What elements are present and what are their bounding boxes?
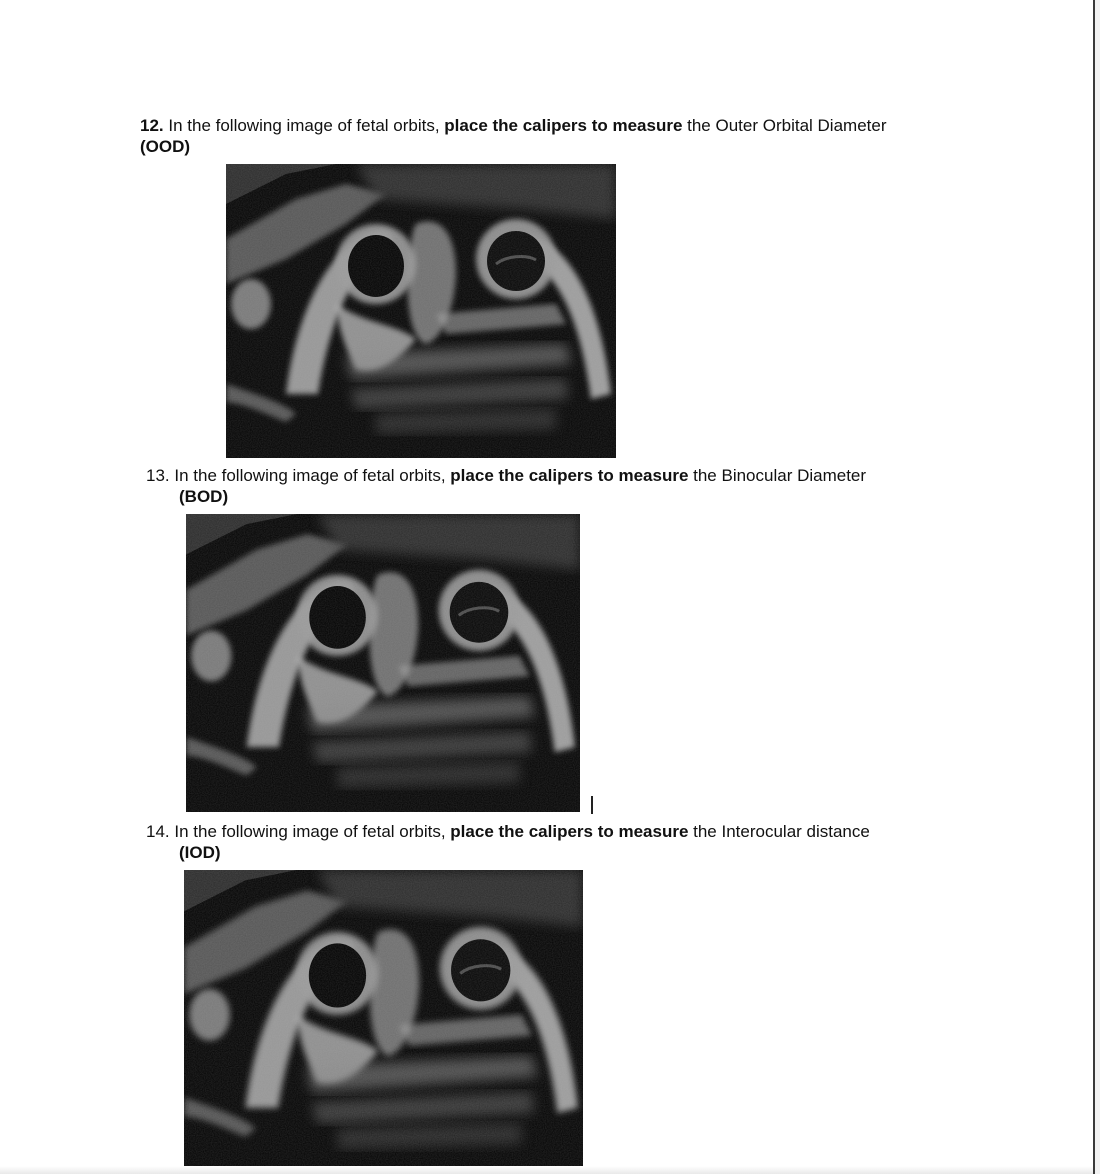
fetal-orbits-ultrasound-image-13[interactable] bbox=[186, 514, 580, 812]
question-measurement: the Outer Orbital Diameter bbox=[682, 116, 887, 135]
question-number: 12. bbox=[140, 116, 164, 135]
question-number: 13. bbox=[146, 466, 170, 485]
question-instruction: place the calipers to measure bbox=[450, 466, 689, 485]
question-instruction: place the calipers to measure bbox=[444, 116, 683, 135]
question-13 bbox=[146, 465, 866, 507]
page-bottom-shadow bbox=[0, 1166, 1093, 1174]
question-text-intro: In the following image of fetal orbits, bbox=[169, 822, 451, 841]
measurement-abbreviation: (BOD) bbox=[179, 487, 229, 506]
question-instruction: place the calipers to measure bbox=[450, 822, 689, 841]
fetal-orbits-ultrasound-image-14[interactable] bbox=[184, 870, 583, 1174]
measurement-abbreviation: (OOD) bbox=[140, 137, 191, 156]
question-text-intro: In the following image of fetal orbits, bbox=[163, 116, 445, 135]
fetal-orbits-ultrasound-image-12[interactable] bbox=[226, 164, 616, 458]
question-measurement: the Interocular distance bbox=[688, 822, 870, 841]
measurement-abbreviation: (IOD) bbox=[179, 843, 221, 862]
text-cursor bbox=[591, 796, 593, 814]
question-text-intro: In the following image of fetal orbits, bbox=[169, 466, 451, 485]
question-number: 14. bbox=[146, 822, 170, 841]
question-measurement: the Binocular Diameter bbox=[688, 466, 867, 485]
question-12 bbox=[140, 115, 886, 157]
page-gutter bbox=[1095, 0, 1100, 1174]
question-14 bbox=[146, 821, 870, 863]
